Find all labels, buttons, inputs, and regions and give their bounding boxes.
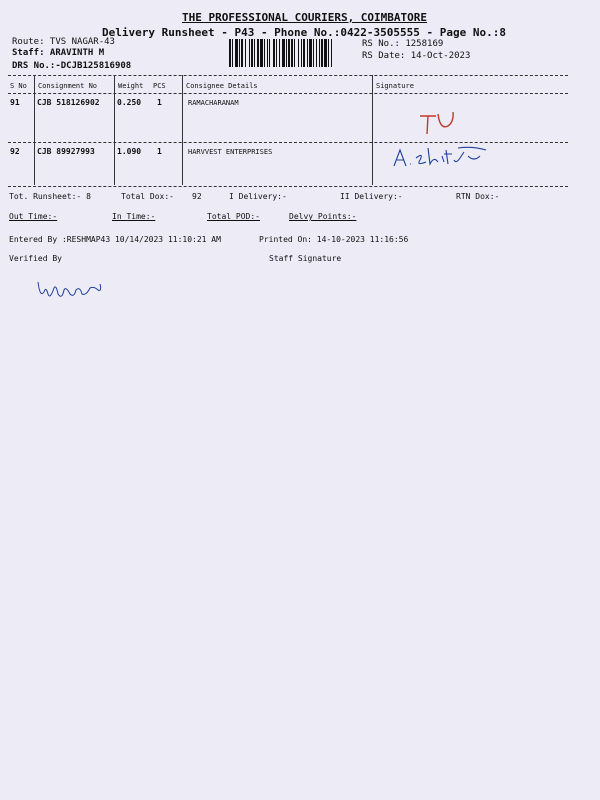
- row-pcs: 1: [157, 98, 162, 107]
- row-weight: 1.090: [117, 147, 142, 156]
- barcode-bar: [291, 39, 293, 67]
- drs-number: DRS No.:-DCJB125816908: [12, 61, 132, 71]
- col-header-weight: Weight: [118, 82, 144, 90]
- col-divider: [114, 75, 115, 185]
- barcode-bar: [239, 39, 240, 67]
- row-sno: 92: [10, 147, 20, 156]
- barcode-bar: [313, 39, 314, 67]
- delvy-points: Delvy Points:-: [289, 212, 357, 221]
- barcode-bar: [245, 39, 246, 67]
- signature-mark: [390, 142, 490, 172]
- barcode-bar: [319, 39, 320, 67]
- entered-by: Entered By :RESHMAP43 10/14/2023 11:10:21 AM: [9, 235, 221, 244]
- barcode-bar: [235, 39, 238, 67]
- barcode-bar: [286, 39, 287, 67]
- barcode-bar: [288, 39, 290, 67]
- barcode-bar: [298, 39, 299, 67]
- barcode-bar: [269, 39, 270, 67]
- out-time: Out Time:-: [9, 212, 58, 221]
- runsheet-title: Delivery Runsheet - P43 - Phone No.:0422-3505555 - Page No.:8: [102, 26, 506, 39]
- route-label: Route: TVS NAGAR-43: [12, 37, 115, 47]
- barcode-bar: [303, 39, 305, 67]
- rs-date: RS Date: 14-Oct-2023: [362, 51, 471, 61]
- barcode-bar: [241, 39, 243, 67]
- row-weight: 0.250: [117, 98, 142, 107]
- barcode-bar: [316, 39, 317, 67]
- rtn-dox: RTN Dox:-: [456, 192, 500, 201]
- col-header-consignee: Consignee Details: [186, 82, 258, 90]
- table-header-rule: [8, 93, 568, 94]
- barcode-bar: [331, 39, 332, 67]
- barcode-bar: [273, 39, 275, 67]
- row-consignee: RAMACHARANAM: [188, 99, 239, 107]
- col-header-sno: S No: [10, 82, 27, 90]
- barcode-bar: [229, 39, 231, 67]
- row-consignment: CJB 89927993: [37, 147, 95, 156]
- col-divider: [182, 75, 183, 185]
- barcode-bar: [257, 39, 259, 67]
- barcode-bar: [279, 39, 280, 67]
- barcode-bar: [251, 39, 253, 67]
- barcode-bar: [301, 39, 302, 67]
- staff-signature-label: Staff Signature: [269, 254, 342, 263]
- row-consignment: CJB 518126902: [37, 98, 100, 107]
- staff-label: Staff: ARAVINTH M: [12, 48, 105, 58]
- row-consignee: HARVVEST ENTERPRISES: [188, 148, 273, 156]
- rs-number: RS No.: 1258169: [362, 39, 444, 49]
- total-dox-label: Total Dox:-: [121, 192, 174, 201]
- barcode-bar: [232, 39, 233, 67]
- ii-delivery: II Delivery:-: [340, 192, 403, 201]
- barcode-bar: [328, 39, 329, 67]
- row-pcs: 1: [157, 147, 162, 156]
- barcode-bar: [307, 39, 308, 67]
- verifier-signature: [36, 278, 116, 302]
- barcode-bar: [260, 39, 263, 67]
- col-header-consignment: Consignment No: [38, 82, 98, 90]
- col-header-signature: Signature: [376, 82, 414, 90]
- barcode-bar: [282, 39, 285, 67]
- barcode-bar: [267, 39, 268, 67]
- company-title: THE PROFESSIONAL COURIERS, COIMBATORE: [182, 11, 428, 24]
- signature-mark: [418, 110, 458, 140]
- barcode-bar: [254, 39, 255, 67]
- total-pod: Total POD:-: [207, 212, 260, 221]
- in-time: In Time:-: [112, 212, 156, 221]
- col-divider: [34, 75, 35, 185]
- barcode-bar: [324, 39, 327, 67]
- barcode-bar: [276, 39, 277, 67]
- tot-runsheet: Tot. Runsheet:- 8: [9, 192, 91, 201]
- table-top-rule: [8, 75, 568, 76]
- verified-by: Verified By: [9, 254, 62, 263]
- table-bottom-rule: [8, 186, 568, 187]
- barcode-bar: [321, 39, 323, 67]
- barcode-bar: [309, 39, 312, 67]
- i-delivery: I Delivery:-: [229, 192, 287, 201]
- printed-on: Printed On: 14-10-2023 11:16:56: [259, 235, 409, 244]
- col-header-pcs: PCS: [153, 82, 166, 90]
- barcode-bar: [264, 39, 265, 67]
- row-sno: 91: [10, 98, 20, 107]
- barcode: [229, 39, 354, 67]
- barcode-bar: [249, 39, 250, 67]
- col-divider: [372, 75, 373, 185]
- barcode-bar: [294, 39, 295, 67]
- total-dox-value: 92: [192, 192, 202, 201]
